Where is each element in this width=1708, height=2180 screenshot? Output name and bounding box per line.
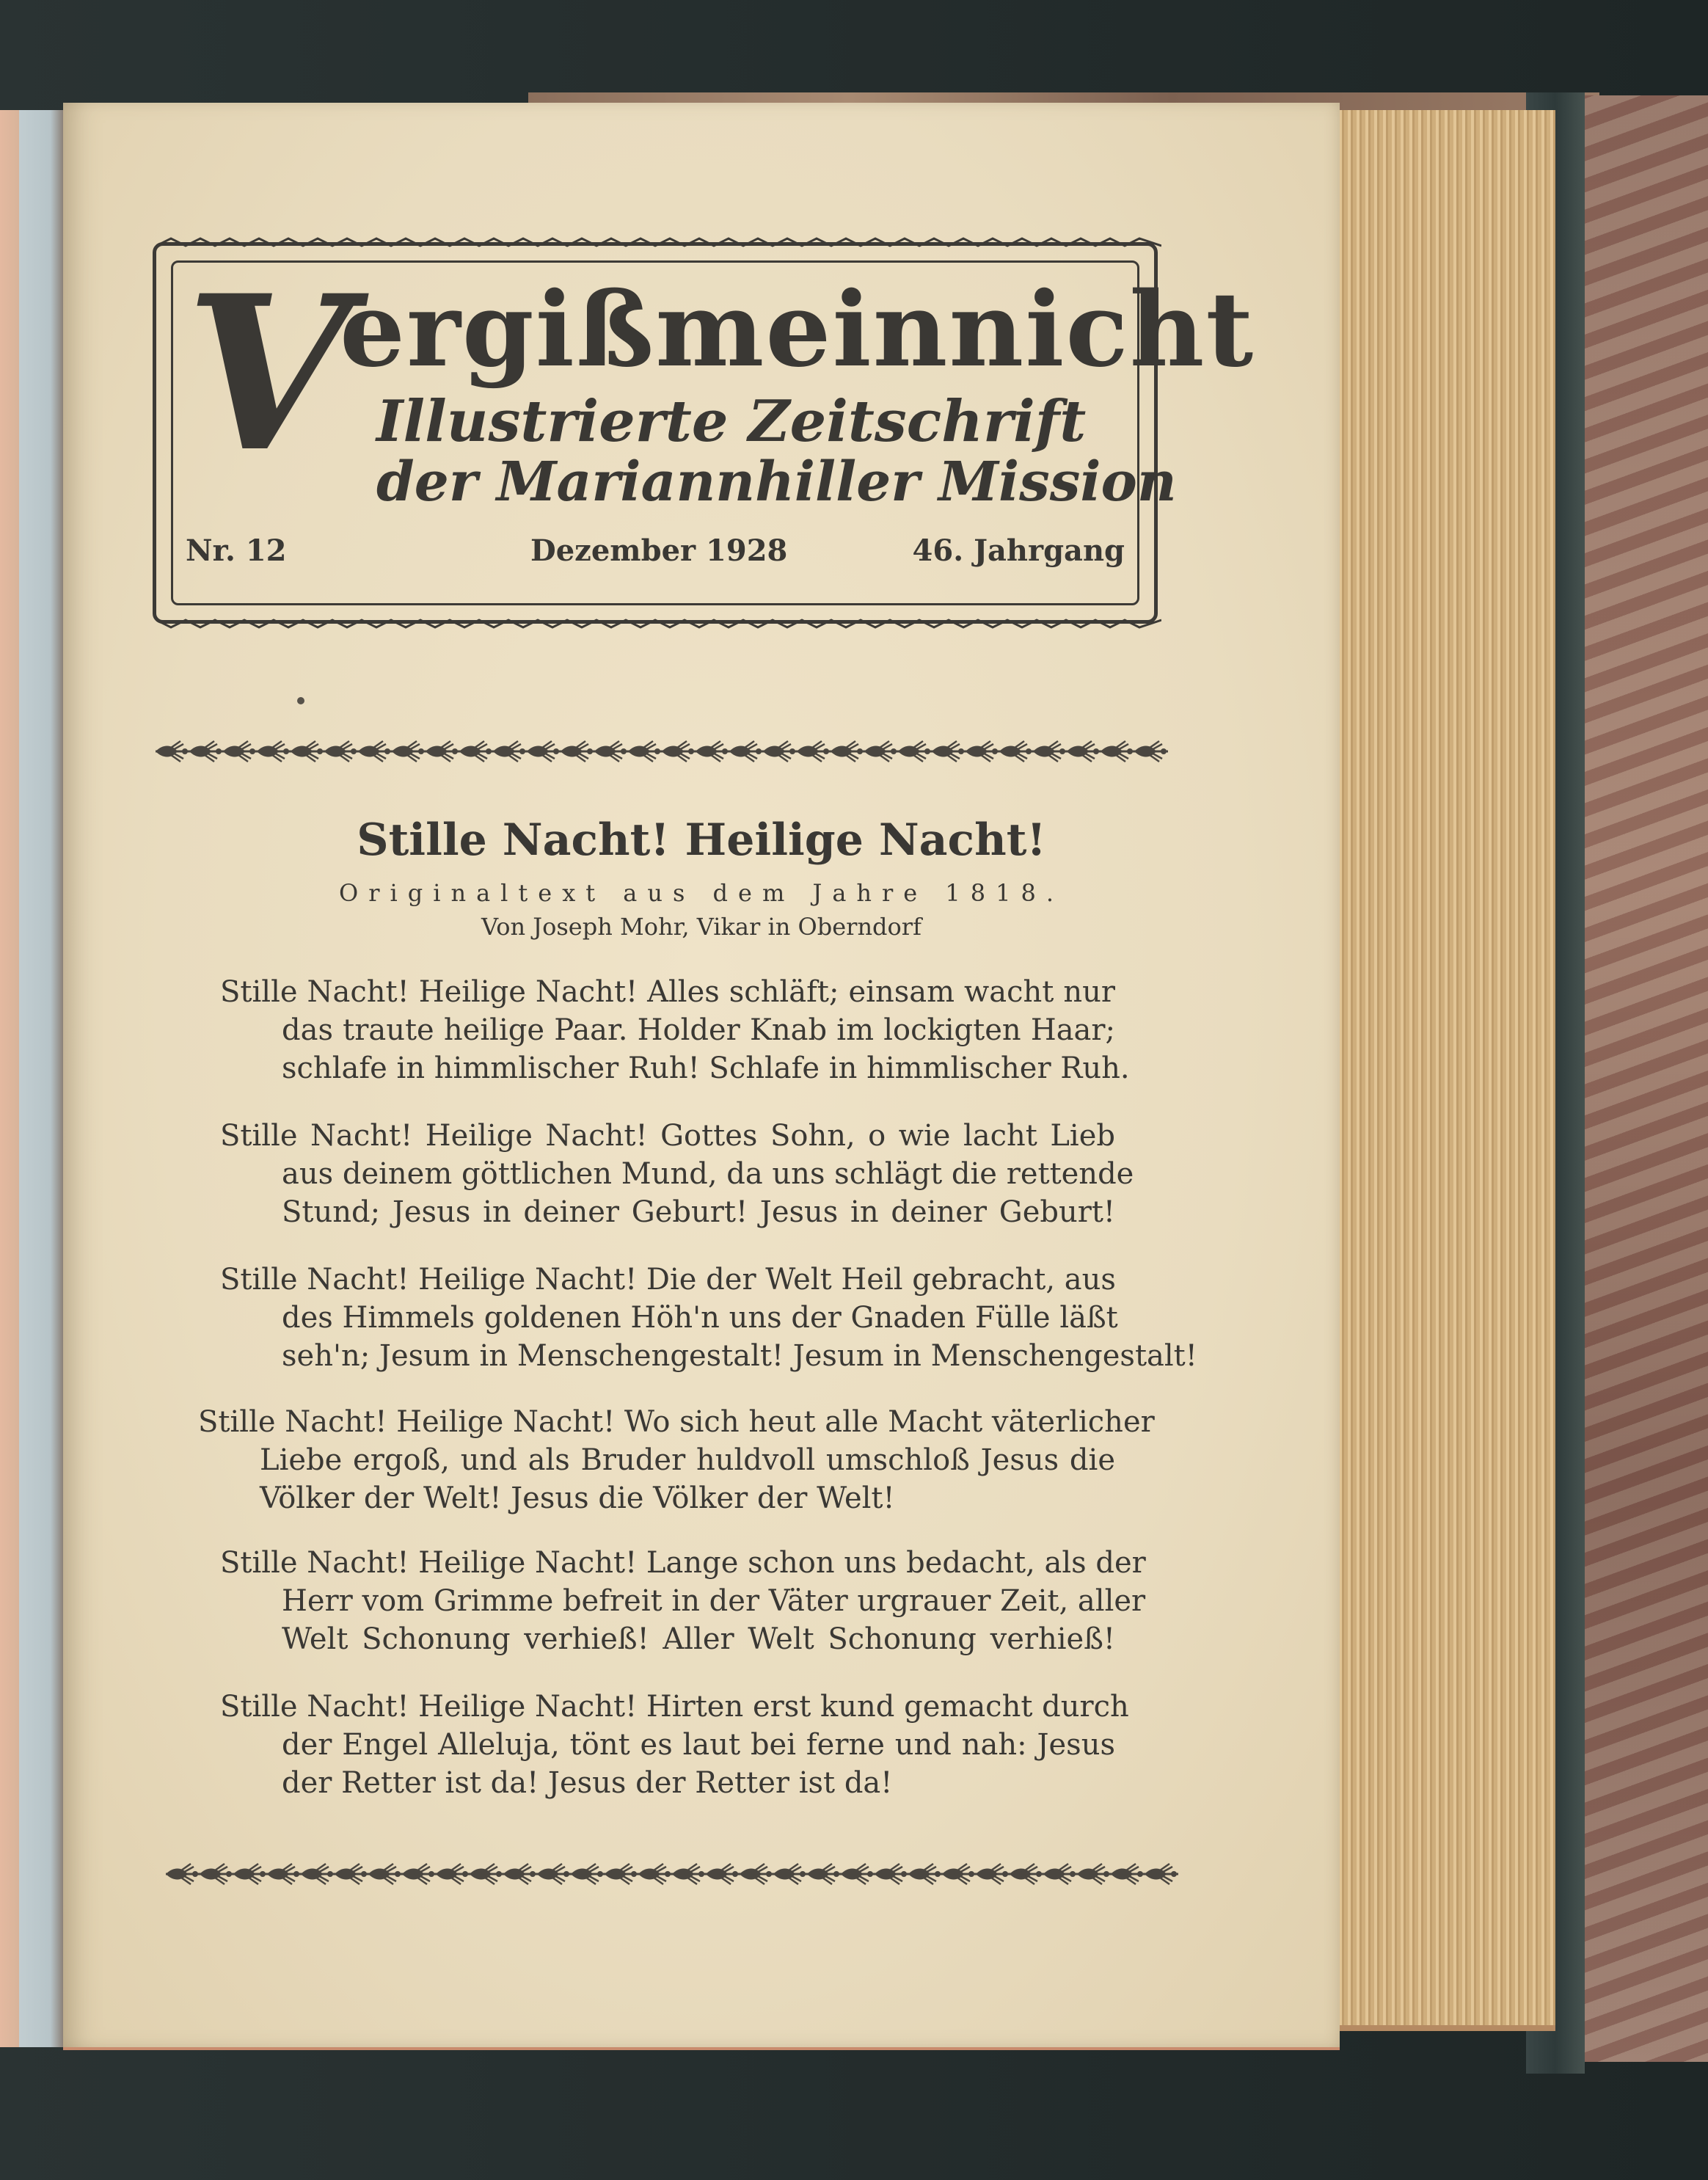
- issue-number: Nr. 12: [186, 533, 287, 568]
- masthead-zigzag-bottom: [156, 617, 1161, 630]
- stanza: [220, 1688, 1129, 1802]
- page-gilt-edge: [0, 110, 19, 2047]
- volume-year: 46. Jahrgang: [912, 533, 1125, 568]
- masthead-subtitle-1: Illustrierte Zeitschrift: [376, 388, 1087, 455]
- stanza-line: Stille Nacht! Heilige Nacht! Lange schon uns bedacht, als der: [220, 1546, 1146, 1580]
- stanza-line: Liebe ergoß, und als Bruder huldvoll umschloß Jesus die: [260, 1443, 1115, 1477]
- stanza-line: das traute heilige Paar. Holder Knab im lockigten Haar;: [282, 1013, 1115, 1047]
- issue-date: Dezember 1928: [530, 533, 788, 568]
- stanza: [220, 1117, 1134, 1231]
- stanza-line: Stund; Jesus in deiner Geburt! Jesus in deiner Geburt!: [282, 1195, 1115, 1229]
- stanza-line: Stille Nacht! Heilige Nacht! Wo sich heut alle Macht väterlicher: [198, 1405, 1155, 1439]
- stanza-line: Stille Nacht! Heilige Nacht! Gottes Sohn, o wie lacht Lieb: [220, 1119, 1115, 1153]
- poem-author: Von Joseph Mohr, Vikar in Oberndorf: [481, 913, 921, 941]
- masthead-zigzag-top: [156, 236, 1161, 249]
- stanza-line: Völker der Welt! Jesus die Völker der Welt!: [260, 1481, 895, 1515]
- stanza-line: aus deinem göttlichen Mund, da uns schlägt die rettende: [282, 1157, 1134, 1191]
- masthead-initial: V: [186, 249, 347, 499]
- poem-title: Stille Nacht! Heilige Nacht!: [357, 814, 1046, 866]
- poem-subtitle: Originaltext aus dem Jahre 1818.: [338, 879, 1065, 907]
- stanza: [198, 1403, 1155, 1517]
- stanza-line: Stille Nacht! Heilige Nacht! Hirten erst kund gemacht durch: [220, 1690, 1129, 1724]
- stanza: [220, 1544, 1146, 1658]
- stanza-line: des Himmels goldenen Höh'n uns der Gnaden Fülle läßt: [282, 1301, 1118, 1335]
- masthead-info-row: [186, 533, 1125, 570]
- ornament-divider-top: [156, 735, 1168, 768]
- stray-dot: [297, 697, 304, 704]
- stanza-line: Welt Schonung verhieß! Aller Welt Schonung verhieß!: [282, 1622, 1115, 1656]
- stanza-line: Herr vom Grimme befreit in der Väter urgrauer Zeit, aller: [282, 1584, 1146, 1618]
- stanza-line: seh'n; Jesum in Menschengestalt! Jesum in Menschengestalt!: [282, 1339, 1197, 1373]
- stanza: [220, 973, 1130, 1087]
- stanza-line: der Retter ist da! Jesus der Retter ist da!: [282, 1766, 893, 1800]
- masthead-frame: [153, 242, 1255, 624]
- ornament-divider-bottom: [166, 1858, 1178, 1890]
- stanza-line: der Engel Alleluja, tönt es laut bei ferne und nah: Jesus: [282, 1728, 1115, 1762]
- stanza-line: schlafe in himmlischer Ruh! Schlafe in himmlischer Ruh.: [282, 1051, 1130, 1085]
- stanza-line: Stille Nacht! Heilige Nacht! Die der Welt Heil gebracht, aus: [220, 1263, 1116, 1297]
- masthead-title: ergißmeinnicht: [340, 270, 1255, 390]
- stanza-line: Stille Nacht! Heilige Nacht! Alles schläft; einsam wacht nur: [220, 975, 1115, 1009]
- masthead-subtitle-2: der Mariannhiller Mission: [376, 451, 1177, 514]
- page-block-fore-edge: [1335, 110, 1555, 2031]
- stanza: [220, 1261, 1197, 1375]
